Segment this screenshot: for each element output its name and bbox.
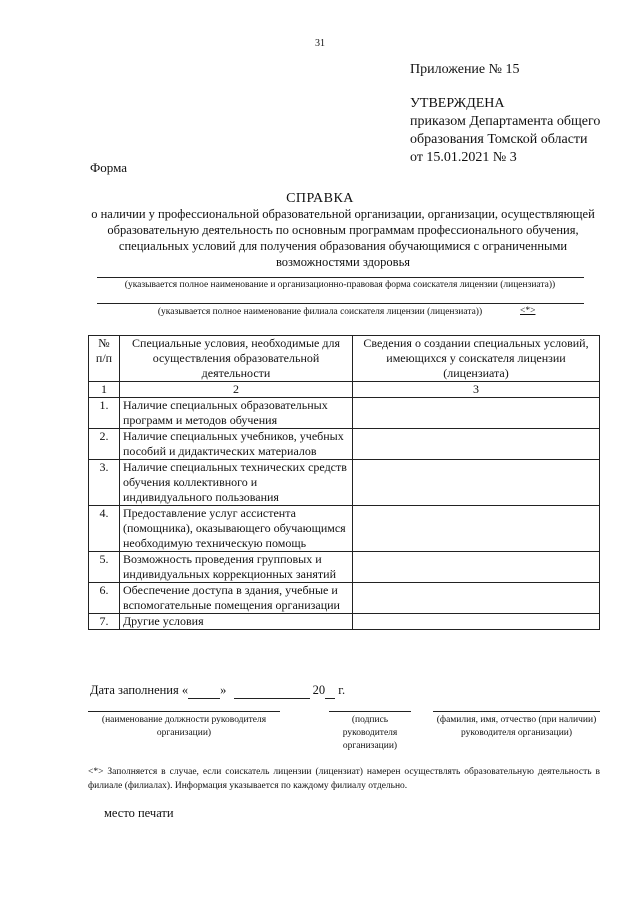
col-number: 2 [120, 382, 353, 398]
position-caption: (наименование должности руководителя организации) [101, 715, 267, 738]
header-number: № п/п [89, 336, 120, 382]
column-number-row [89, 382, 600, 398]
page-number: 31 [315, 38, 325, 49]
col-number: 3 [353, 382, 600, 398]
fill-date-year-suffix: г. [338, 683, 346, 697]
signature-line[interactable] [329, 711, 411, 712]
row-number: 5. [89, 552, 120, 583]
table-row [89, 614, 600, 630]
header-conditions: Специальные условия, необходимые для осуществления образовательной деятельности [120, 336, 353, 382]
document-subtitle: о наличии у профессиональной образовательной организации, организации, осуществляющей образовательную деятельность по основным программам профессионального обучения, специальных условий для получения образования обучающимися с ограниченными возможностями здоровья [91, 207, 595, 269]
signature-caption: (подпись руководителя организации) [342, 715, 398, 751]
fill-date-close-quote: » [220, 683, 227, 697]
condition-cell: Наличие специальных образовательных программ и методов обучения [120, 398, 353, 429]
row-number: 3. [89, 460, 120, 506]
fill-date-label: Дата заполнения « [90, 683, 189, 697]
condition-cell: Наличие специальных технических средств обучения коллективного и индивидуального пользования [120, 460, 353, 506]
condition-cell: Возможность проведения групповых и индивидуальных коррекционных занятий [120, 552, 353, 583]
fill-date-day-blank[interactable] [188, 683, 220, 699]
org-name-line[interactable] [97, 277, 584, 278]
condition-cell: Наличие специальных учебников, учебных пособий и дидактических материалов [120, 429, 353, 460]
branch-name-hint: (указывается полное наименование филиала соискателя лицензии (лицензиата)) [157, 307, 483, 317]
form-label: Форма [90, 160, 127, 175]
info-cell[interactable] [353, 583, 600, 614]
approval-block [410, 95, 600, 167]
info-cell[interactable] [353, 552, 600, 583]
table-header-row [89, 336, 600, 382]
org-name-hint: (указывается полное наименование и организационно-правовая форма соискателя лицензии (лицензиата)) [124, 280, 556, 290]
branch-footnote-mark: <*> [520, 306, 536, 316]
table-row [89, 398, 600, 429]
info-cell[interactable] [353, 398, 600, 429]
conditions-table [88, 335, 600, 630]
name-caption: (фамилия, имя, отчество (при наличии) руководителя организации) [436, 715, 597, 738]
header-info: Сведения о создании специальных условий, имеющихся у соискателя лицензии (лицензиата) [353, 336, 600, 382]
approved-line: приказом Департамента общего [410, 114, 601, 129]
info-cell[interactable] [353, 460, 600, 506]
approved-line: образования Томской области [410, 132, 588, 147]
footnote: <*> Заполняется в случае, если соискатель лицензии (лицензиат) намерен осуществлять образовательную деятельность в филиале (филиалах). Информация указывается по каждому филиалу отдельно. [88, 767, 600, 791]
approved-heading: УТВЕРЖДЕНА [410, 96, 505, 111]
position-line[interactable] [88, 711, 280, 712]
row-number: 6. [89, 583, 120, 614]
col-number: 1 [89, 382, 120, 398]
fill-date-month-blank[interactable] [234, 683, 310, 699]
fill-date-year-blank[interactable] [325, 683, 335, 699]
fill-date-year-prefix: 20 [312, 683, 326, 697]
table-row [89, 460, 600, 506]
table-row [89, 429, 600, 460]
row-number: 7. [89, 614, 120, 630]
document-title: СПРАВКА [286, 191, 354, 206]
annex-label: Приложение № 15 [410, 62, 520, 77]
row-number: 1. [89, 398, 120, 429]
info-cell[interactable] [353, 429, 600, 460]
condition-cell: Обеспечение доступа в здания, учебные и вспомогательные помещения организации [120, 583, 353, 614]
table-row [89, 506, 600, 552]
condition-cell: Предоставление услуг ассистента (помощника), оказывающего обучающимся необходимую техническую помощь [120, 506, 353, 552]
table-row [89, 552, 600, 583]
branch-name-line[interactable] [97, 303, 584, 304]
info-cell[interactable] [353, 506, 600, 552]
name-line[interactable] [433, 711, 600, 712]
condition-cell: Другие условия [120, 614, 353, 630]
table-row [89, 583, 600, 614]
fill-date [90, 683, 345, 699]
row-number: 2. [89, 429, 120, 460]
row-number: 4. [89, 506, 120, 552]
stamp-place: место печати [104, 806, 174, 820]
info-cell[interactable] [353, 614, 600, 630]
approved-line: от 15.01.2021 № 3 [410, 150, 517, 165]
